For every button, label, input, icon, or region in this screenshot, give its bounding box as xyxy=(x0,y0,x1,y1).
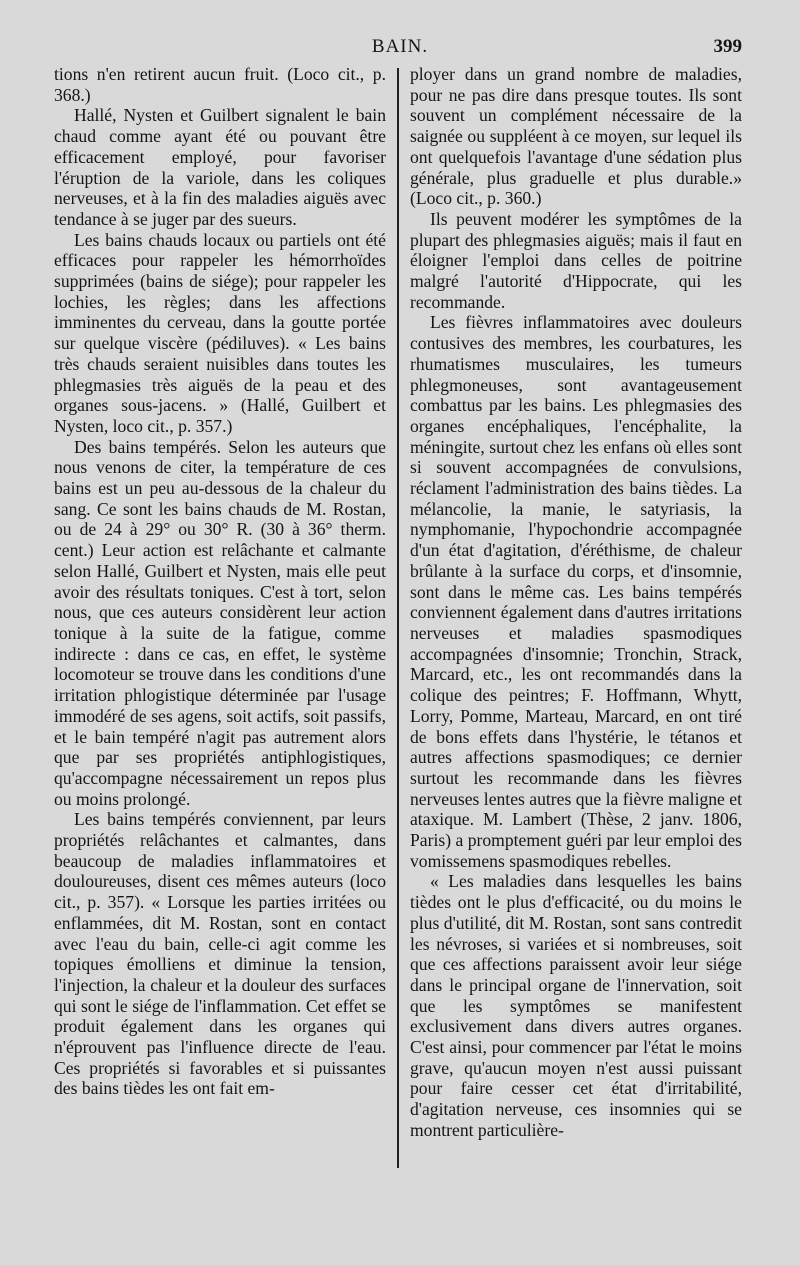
right-paragraph-2: Ils peuvent modérer les symptômes de la plupart des phlegmasies aiguës; mais il faut en éloigner l'emploi dans celles de poitrine malgré l'autorité d'Hippocrate, qui les recommande. xyxy=(410,208,742,312)
left-paragraph-5: Les bains tempérés conviennent, par leurs propriétés relâchantes et calmantes, dans beaucoup de maladies inflammatoires et douloureuses, disent ces mêmes auteurs (loco cit., p. 357). « Lorsque les parties irritées ou enflammées, dit M. Rostan, sont en contact avec l'eau du bain, celle-ci agit comme les topiques émolliens et diminue la tension, l'injection, la chaleur et la douleur des surfaces qui sont le siége de l'inflammation. Cet effet se produit également dans les organes qui n'éprouvent pas l'influence directe de l'eau. Ces propriétés si favorables et si puissantes des bains tièdes les ont fait em- xyxy=(54,809,386,1099)
right-paragraph-3: Les fièvres inflammatoires avec douleurs contusives des membres, les courbatures, les rhumatismes musculaires, les tumeurs phlegmoneuses, sont avantageusement combattus par les bains. Les phlegmasies des organes encéphaliques, l'encéphalite, la méningite, surtout chez les enfans où elles sont si souvent accompagnées de convulsions, réclament l'administration des bains tièdes. La mélancolie, la manie, le satyriasis, la nymphomanie, l'hypochondrie accompagnée d'un état d'agitation, d'éréthisme, de chaleur brûlante à la surface du corps, et d'insomnie, sont dans le même cas. Les bains tempérés conviennent également dans d'autres irritations nerveuses et maladies spasmodiques accompagnées d'insomnie; Tronchin, Strack, Marcard, etc., les ont recommandés dans la colique des peintres; F. Hoffmann, Whytt, Lorry, Pomme, Marteau, Marcard, en ont tiré de bons effets dans l'hystérie, le tétanos et autres affections spasmodiques; ce dernier surtout les recommande dans les fièvres nerveuses lentes autres que la fièvre maligne et ataxique. M. Lambert (Thèse, 2 janv. 1806, Paris) a promptement guéri par leur emploi des vomissemens spasmodiques rebelles. xyxy=(410,312,742,871)
right-column xyxy=(410,64,742,1174)
left-paragraph-4: Des bains tempérés. Selon les auteurs que nous venons de citer, la température de ces bains est un peu au-dessous de la chaleur du sang. Ce sont les bains chauds de M. Rostan, ou de 24 à 29° ou 30° R. (30 à 36° therm. cent.) Leur action est relâchante et calmante selon Hallé, Guilbert et Nysten, mais elle peut avoir des résultats toniques. C'est à tort, selon nous, que ces auteurs considèrent leur action tonique à la suite de la fatigue, comme indirecte : dans ce cas, en effet, le système locomoteur se trouve dans les conditions d'une irritation phlogistique déterminée par l'usage immodéré de ses agens, soit actifs, soit passifs, et le bain tempéré n'agit pas autrement alors que par ses propriétés antiphlogistiques, qu'accompagne nécessairement un repos plus ou moins prolongé. xyxy=(54,436,386,809)
right-paragraph-1: ployer dans un grand nombre de maladies, pour ne pas dire dans presque toutes. Ils sont souvent un complément nécessaire de la saignée ou suppléent à ce moyen, sur lequel ils ont quelquefois l'avantage d'une sédation plus générale, plus graduelle et plus durable.» (Loco cit., p. 360.) xyxy=(410,64,742,209)
page-number: 399 xyxy=(713,36,742,57)
left-paragraph-1: tions n'en retirent aucun fruit. (Loco cit., p. 368.) xyxy=(54,64,386,105)
right-paragraph-4: « Les maladies dans lesquelles les bains tièdes ont le plus d'efficacité, ou du moins le plus d'utilité, dit M. Rostan, sont sans contredit les névroses, si variées et si nombreuses, soit que ces affections paraissent avoir leur siége dans le principal organe de l'innervation, soit que les symptômes se manifestent exclusivement dans divers autres organes. C'est ainsi, pour commencer par l'état le moins grave, qu'aucun moyen n'est aussi puissant pour faire cesser cet état d'irritabilité, d'agitation nerveuse, ces insomnies qui se montrent particulière- xyxy=(410,871,742,1140)
left-paragraph-3: Les bains chauds locaux ou partiels ont été efficaces pour rappeler les hémorrhoïdes supprimées (bains de siége); pour rappeler les lochies, les règles; dans les affections imminentes du cerveau, dans la goutte portée sur quelque viscère (pédiluves). « Les bains très chauds seraient nuisibles dans toutes les phlegmasies très aiguës de la peau et des organes sous-jacens. » (Hallé, Guilbert et Nysten, loco cit., p. 357.) xyxy=(54,229,386,436)
running-head xyxy=(0,36,800,60)
column-divider xyxy=(397,68,399,1168)
left-column xyxy=(54,64,386,1174)
running-title: BAIN. xyxy=(371,36,429,57)
left-paragraph-2: Hallé, Nysten et Guilbert signalent le bain chaud comme ayant été ou pouvant être efficacement employé, pour favoriser l'éruption de la variole, dans les coliques nerveuses, et à la fin des maladies aiguës avec tendance à se juger par des sueurs. xyxy=(54,105,386,229)
